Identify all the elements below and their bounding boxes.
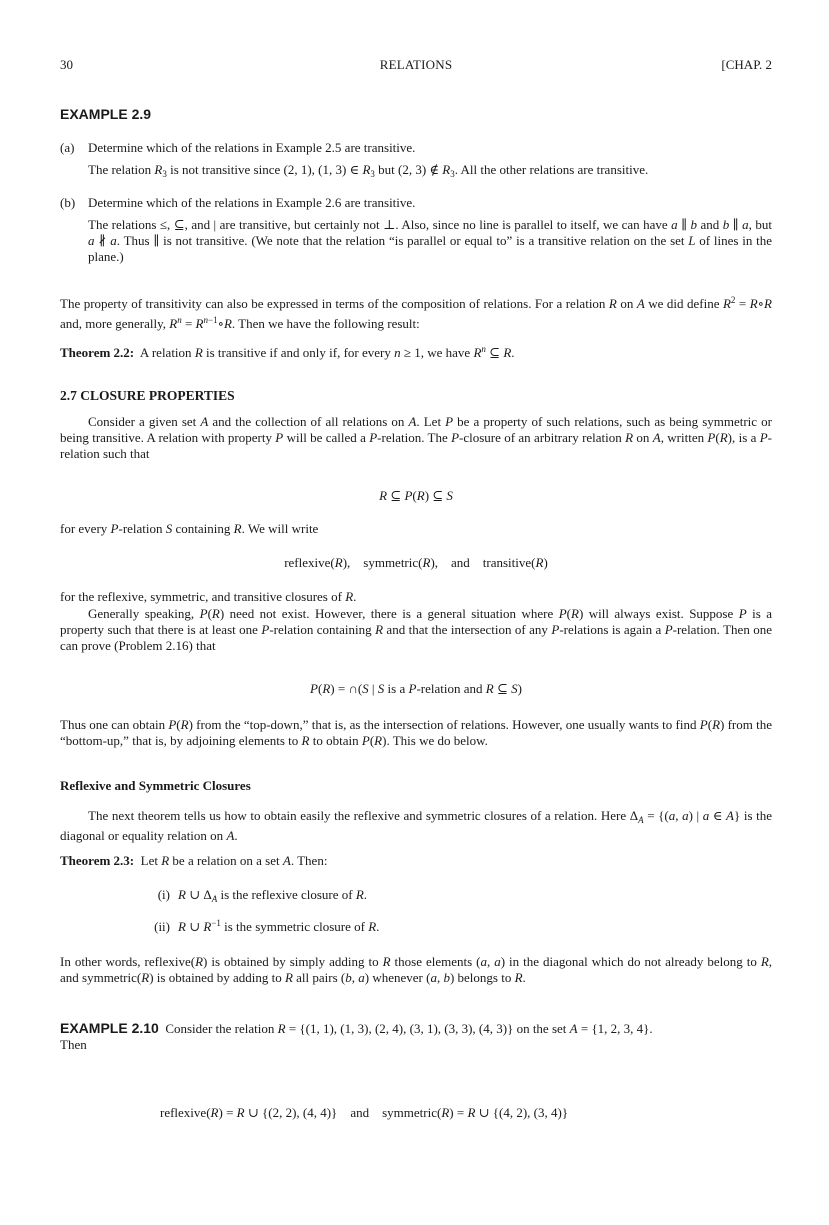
item-ii-label: (ii): [154, 919, 170, 934]
closure-notation-explanation: for the reflexive, symmetric, and transitive closures of R.: [60, 589, 357, 604]
chapter-label: [CHAP. 2: [721, 57, 772, 72]
page-number: 30: [60, 57, 73, 72]
reflexive-symmetric-heading: Reflexive and Symmetric Closures: [60, 778, 251, 793]
diagonal-paragraph: The next theorem tells us how to obtain easily the reflexive and symmetric closures of a relation. Here $\Delta_A = \{(a$, a) | a ∈ A} is the diagonal or equality relation on A.: [60, 808, 773, 843]
theorem-2-3: Theorem 2.3: Let R be a relation on a set A. Then:: [60, 853, 328, 868]
theorem-2-3-item-ii: (ii) R ∪ $R^{-1}$ is the symmetric closure of R.: [148, 918, 379, 935]
example-2-10-then: Then: [60, 1037, 87, 1052]
part-a-question: Determine which of the relations in Example 2.5 are transitive.: [88, 140, 416, 155]
theorem-2-3-item-i: (i) R ∪ $\Delta_A$ is the reflexive closure of R.: [148, 887, 367, 904]
running-header: [60, 57, 772, 73]
example-2-10-heading: EXAMPLE 2.10: [60, 1020, 159, 1036]
theorem-2-3-label: Theorem 2.3:: [60, 853, 135, 868]
theorem-2-2-label: Theorem 2.2:: [60, 345, 135, 360]
and-word: and: [350, 1105, 370, 1120]
running-title: RELATIONS: [379, 57, 453, 72]
closure-in-other-words-paragraph: In other words, reflexive(R) is obtained by simply adding to R those elements (a, a) in the diagonal which do not already belong to R, and symmetric(R) is obtained by adding to R all pairs (b, a) whenever (a, b) belongs to R.: [60, 954, 773, 985]
example-2-10: EXAMPLE 2.10 Consider the relation R = {(1, 1), (1, 3), (2, 4), (3, 1), (3, 3), (4, 3)} on the set A = {1, 2, 3, 4}. Then: [60, 1020, 653, 1052]
section-2-7-heading: 2.7 CLOSURE PROPERTIES: [60, 388, 235, 403]
part-a-answer: The relation $R_3$ is not transitive since (2, 1), (1, 3) ∈ $R_3$ but (2, 3) ∉ $R_3$. All the other relations are transitive.: [88, 162, 649, 179]
example-2-9-heading: EXAMPLE 2.9: [60, 106, 152, 122]
closure-intersection-formula: P(R) = ∩(S | S is a P-relation and R ⊆ S): [310, 681, 522, 696]
example-2-9-part-a: [60, 140, 772, 182]
closure-for-every-line: for every P-relation S containing R. We will write: [60, 521, 319, 536]
part-b-label: (b): [60, 195, 76, 210]
closure-existence-paragraph: Generally speaking, P(R) need not exist. However, there is a general situation where P(R) will always exist. Suppose P is a property such that there is at least one P-relation containing R and that the intersection of any P-relations is again a P-relation. Then one can prove (Problem 2.16) that: [60, 606, 773, 653]
part-b-answer: The relations ≤, ⊆, and | are transitive, but certainly not ⊥. Also, since no line is parallel to itself, we can have a ∥ b and b ∥ a, but a ∦ a. Thus ∥ is not transitive. (We note that the relation “is parallel or equal to” is a transitive relation on the set L of lines in the plane.): [88, 217, 772, 264]
theorem-2-2: Theorem 2.2: A relation R is transitive if and only if, for every n ≥ 1, we have $R^n$ ⊆ R.: [60, 344, 515, 360]
closure-inclusion-formula: R ⊆ P(R) ⊆ S: [379, 488, 453, 503]
example-2-9-part-b: [60, 195, 772, 265]
closure-notation-line: reflexive(R), symmetric(R), and transitive(R): [284, 555, 548, 570]
example-2-10-closures: reflexive(R) = R ∪ {(2, 2), (4, 4)} and symmetric(R) = R ∪ {(4, 2), (3, 4)}: [160, 1105, 569, 1120]
part-a-label: (a): [60, 140, 75, 155]
closure-intro-paragraph: Consider a given set A and the collection of all relations on A. Let P be a property of such relations, such as being symmetric or being transitive. A relation with property P will be called a P-relation. The P-closure of an arbitrary relation R on A, written P(R), is a P-relation such that: [60, 414, 772, 461]
item-i-label: (i): [157, 887, 170, 902]
top-down-bottom-up-paragraph: Thus one can obtain P(R) from the “top-down,” that is, as the intersection of relations. However, one usually wants to find P(R) from the “bottom-up,” that is, by adjoining elements to R to obtain P(R). This we do below.: [60, 717, 773, 748]
part-b-question: Determine which of the relations in Example 2.6 are transitive.: [88, 195, 416, 210]
transitivity-composition-paragraph: The property of transitivity can also be expressed in terms of the composition of relations. For a relation R on A we did define $R^2$ = R∘R and, more generally, $R^n$ = $R^{n-1}\circ R$. Then we have the following result:: [60, 295, 772, 331]
